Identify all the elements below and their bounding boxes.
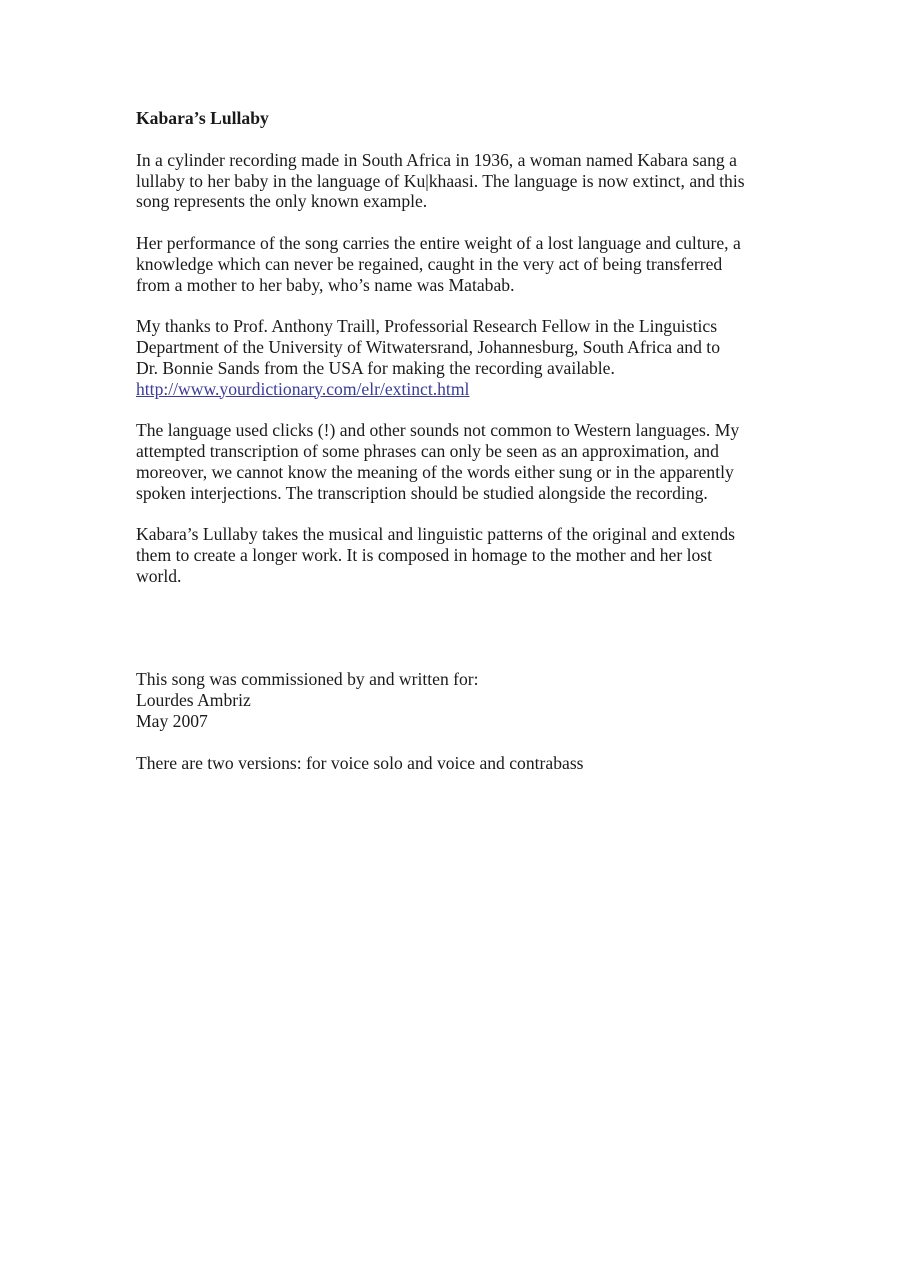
source-link[interactable]: http://www.yourdictionary.com/elr/extinct.html — [136, 378, 470, 399]
text-line: The language used clicks (!) and other sounds not common to Western languages. My — [136, 420, 740, 441]
text-line: knowledge which can never be regained, caught in the very act of being transferred — [136, 253, 723, 274]
text-line: moreover, we cannot know the meaning of the words either sung or in the apparently — [136, 461, 734, 482]
versions-line: There are two versions: for voice solo and voice and contrabass — [136, 752, 584, 773]
text-line: spoken interjections. The transcription should be studied alongside the recording. — [136, 482, 708, 503]
text-line: world. — [136, 565, 182, 586]
text-line: In a cylinder recording made in South Africa in 1936, a woman named Kabara sang a — [136, 149, 737, 170]
commissioner-name: Lourdes Ambriz — [136, 690, 251, 711]
commission-line: This song was commissioned by and written for: — [136, 669, 479, 690]
document-title: Kabara’s Lullaby — [136, 108, 269, 128]
text-line: My thanks to Prof. Anthony Traill, Professorial Research Fellow in the Linguistics — [136, 316, 718, 337]
commission-date: May 2007 — [136, 710, 208, 731]
spacer — [136, 607, 776, 669]
versions-note — [136, 753, 776, 774]
paragraph-composition — [136, 524, 776, 586]
text-line: Kabara’s Lullaby takes the musical and linguistic patterns of the original and extends — [136, 524, 735, 545]
text-line: Department of the University of Witwatersrand, Johannesburg, South Africa and to — [136, 336, 720, 357]
paragraph-language — [136, 420, 776, 503]
paragraph-recording — [136, 150, 776, 212]
text-line: them to create a longer work. It is composed in homage to the mother and her lost — [136, 544, 713, 565]
text-line: lullaby to her baby in the language of Ku|khaasi. The language is now extinct, and this — [136, 170, 745, 191]
paragraph-performance — [136, 233, 776, 295]
document-body — [136, 108, 776, 794]
text-line: attempted transcription of some phrases can only be seen as an approximation, and — [136, 440, 719, 461]
paragraph-thanks — [136, 316, 776, 399]
text-line: song represents the only known example. — [136, 191, 428, 212]
text-line: Her performance of the song carries the entire weight of a lost language and culture, a — [136, 232, 741, 253]
text-line: from a mother to her baby, who’s name was Matabab. — [136, 274, 515, 295]
commission-credits — [136, 669, 776, 731]
text-line: Dr. Bonnie Sands from the USA for making the recording available. — [136, 357, 615, 378]
